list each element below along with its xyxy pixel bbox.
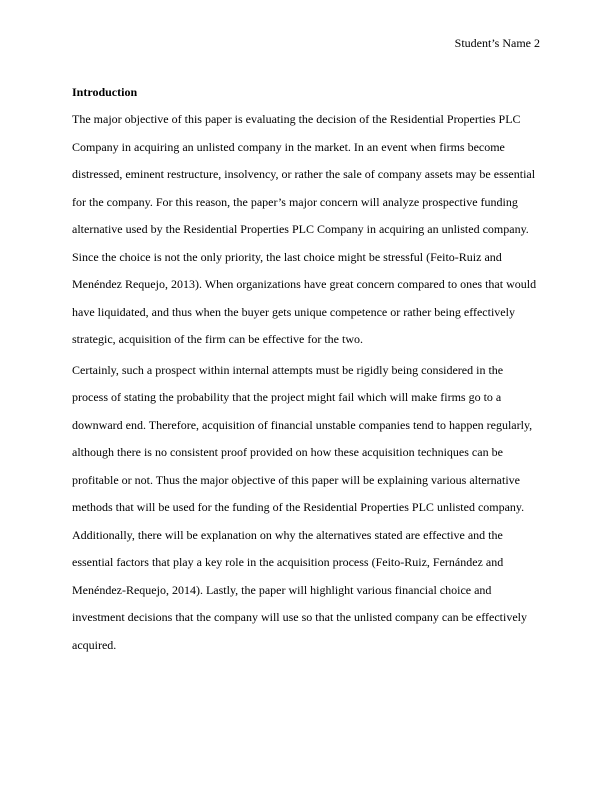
text-line: downward end. Therefore, acquisition of financial unstable companies tend to happen regularly, <box>72 417 533 432</box>
document-body <box>72 80 540 659</box>
text-line: The major objective of this paper is evaluating the decision of the Residential Properties PLC <box>72 112 521 126</box>
text-line: although there is no consistent proof provided on how these acquisition techniques can be <box>72 445 503 459</box>
text-line: profitable or not. Thus the major objective of this paper will be explaining various alternative <box>72 472 520 487</box>
text-line: for the company. For this reason, the paper’s major concern will analyze prospective funding <box>72 194 518 209</box>
text-line: methods that will be used for the funding of the Residential Properties PLC unlisted company. <box>72 500 525 514</box>
paragraph-2 <box>72 357 540 660</box>
text-line: process of stating the probability that the project might fail which will make firms go to a <box>72 390 502 404</box>
text-line: alternative used by the Residential Properties PLC Company in acquiring an unlisted company. <box>72 222 529 236</box>
text-line: Company in acquiring an unlisted company in the market. In an event when firms become <box>72 139 505 154</box>
text-line: acquired. <box>72 637 117 652</box>
text-line: Additionally, there will be explanation on why the alternatives stated are effective and the <box>72 527 503 542</box>
text-line: Menéndez Requejo, 2013). When organizations have great concern compared to ones that would <box>72 277 537 291</box>
text-line: Certainly, such a prospect within internal attempts must be rigidly being considered in the <box>72 362 504 377</box>
text-line: have liquidated, and thus when the buyer gets unique competence or rather being effectively <box>72 304 515 319</box>
text-line: investment decisions that the company will use so that the unlisted company can be effectively <box>72 610 527 624</box>
text-line: strategic, acquisition of the firm can be effective for the two. <box>72 332 363 346</box>
text-line: Since the choice is not the only priority, the last choice might be stressful (Feito-Ruiz and <box>72 249 502 264</box>
text-line: essential factors that play a key role in the acquisition process (Feito-Ruiz, Fernández and <box>72 555 504 569</box>
running-head: Student’s Name 2 <box>454 36 540 50</box>
section-heading: Introduction <box>72 85 138 99</box>
text-line: distressed, eminent restructure, insolvency, or rather the sale of company assets may be essential <box>72 167 536 181</box>
text-line: Menéndez-Requejo, 2014). Lastly, the paper will highlight various financial choice and <box>72 582 492 597</box>
paragraph-1 <box>72 106 540 354</box>
